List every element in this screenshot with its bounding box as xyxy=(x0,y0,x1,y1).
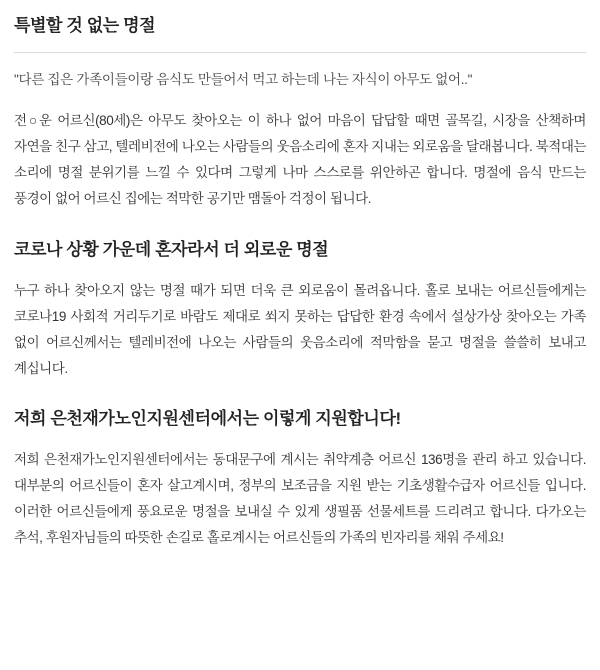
page-title: 특별할 것 없는 명절 xyxy=(14,16,156,35)
pull-quote: "다른 집은 가족이들이랑 음식도 만들어서 먹고 하는데 나는 자식이 아무도 없어.." xyxy=(14,71,473,87)
title-divider xyxy=(14,52,586,53)
paragraph-corona: 누구 하나 찾아오지 않는 명절 때가 되면 더욱 큰 외로움이 몰려옵니다. 홀로 보내는 어르신들에게는 코로나19 사회적 거리두기로 바람도 제대로 쐬지 못하는 답답한 환경 속에서 설상가상 찾아오는 가족 없이 어르신께서는 텔레비전에 나오는 사람들의 웃음소리에 적막함을 묻고 명절을 쓸쓸히 보내고 계십니다. xyxy=(14,282,586,376)
section-title-support: 저희 은천재가노인지원센터에서는 이렇게 지원합니다! xyxy=(14,409,401,429)
paragraph-intro: 전○운 어르신(80세)은 아무도 찾아오는 이 하나 없어 마음이 답답할 때면 골목길, 시장을 산책하며 자연을 친구 삼고, 텔레비전에 나오는 사람들의 웃음소리에 혼자 지내는 외로움을 달래봅니다. 북적대는 소리에 명절 분위기를 느낄 수 있다며 그렇게 나마 스스로를 위안하곤 합니다. 명절에 음식 만드는 풍경이 없어 어르신 집에는 적막한 공기만 맴돌아 걱정이 됩니다. xyxy=(14,113,586,207)
paragraph-support: 저희 은천재가노인지원센터에서는 동대문구에 계시는 취약계층 어르신 136명을 관리 하고 있습니다. 대부분의 어르신들이 혼자 살고계시며, 정부의 보조금을 지원 받는 기초생활수급자 어르신들 입니다. 이러한 어르신들에게 풍요로운 명절을 보내실 수 있게 생필품 선물세트를 드리려고 합니다. 다가오는 추석, 후원자님들의 따뜻한 손길로 홀로계시는 어르신들의 가족의 빈자리를 채워 주세요! xyxy=(14,452,586,545)
section-title-corona: 코로나 상황 가운데 혼자라서 더 외로운 명절 xyxy=(14,240,329,260)
